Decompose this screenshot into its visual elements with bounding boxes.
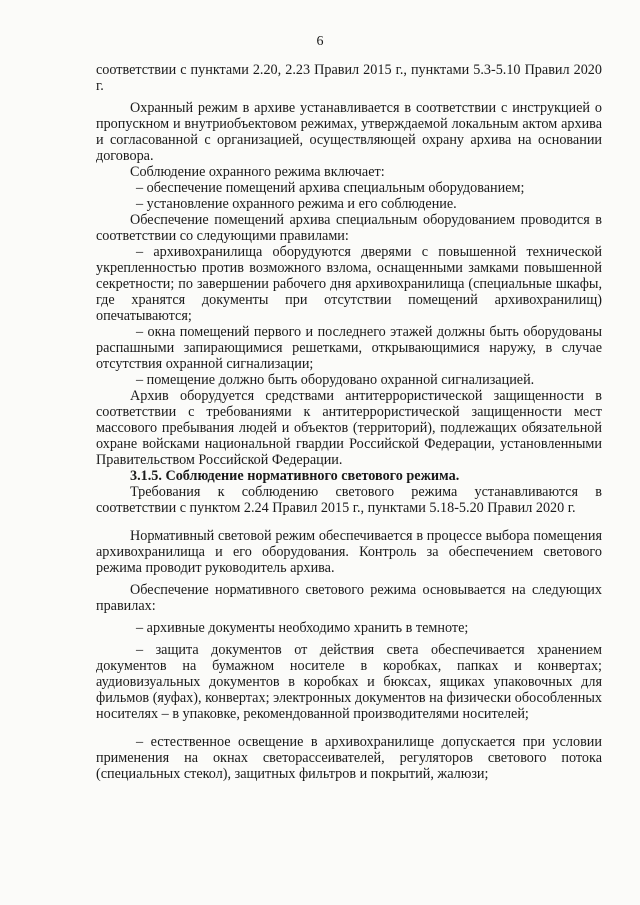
- list-item: – помещение должно быть оборудовано охранной сигнализацией.: [136, 372, 535, 388]
- document-body: [96, 62, 602, 782]
- list-item: – обеспечение помещений архива специальным оборудованием;: [136, 180, 525, 196]
- paragraph: Архив оборудуется средствами антитеррористической защищенности в соответствии с требованиями к антитеррористической защищенности мест массового пребывания людей и объектов (территорий), подлежащих обязательной охране войсками национальной гвардии Российской Федерации, установленными Правительством Российской Федерации.: [96, 388, 602, 468]
- paragraph: Требования к соблюдению светового режима устанавливаются в соответствии с пунктом 2.24 Правил 2015 г., пунктами 5.18-5.20 Правил 2020 г.: [96, 484, 602, 516]
- paragraph: Соблюдение охранного режима включает:: [130, 164, 385, 180]
- list-item: – архивохранилища оборудуются дверями с повышенной технической укрепленностью против возможного взлома, оснащенными замками повышенной секретности; по завершении рабочего дня архивохранилища (специальные шкафы, где хранятся документы при отсутствии помещений архивохранилищ) опечатываются;: [96, 244, 602, 324]
- section-heading: 3.1.5. Соблюдение нормативного светового режима.: [130, 468, 460, 484]
- paragraph: Обеспечение нормативного светового режима основывается на следующих правилах:: [96, 582, 602, 614]
- paragraph: Обеспечение помещений архива специальным оборудованием проводится в соответствии со следующими правилами:: [96, 212, 602, 244]
- list-item: – архивные документы необходимо хранить в темноте;: [136, 620, 469, 636]
- list-item: – установление охранного режима и его соблюдение.: [136, 196, 457, 212]
- paragraph: Охранный режим в архиве устанавливается в соответствии с инструкцией о пропускном и внутриобъектовом режимах, утверждаемой локальным актом архива и согласованной с организацией, осуществляющей охрану архива на основании договора.: [96, 100, 602, 164]
- paragraph: Нормативный световой режим обеспечивается в процессе выбора помещения архивохранилища и его оборудования. Контроль за обеспечением светового режима проводит руководитель архива.: [96, 528, 602, 576]
- list-item: – окна помещений первого и последнего этажей должны быть оборудованы распашными запирающимися решетками, открывающимися наружу, в случае отсутствия охранной сигнализации;: [96, 324, 602, 372]
- paragraph: соответствии с пунктами 2.20, 2.23 Правил 2015 г., пунктами 5.3-5.10 Правил 2020 г.: [96, 62, 602, 94]
- page-number: 6: [316, 34, 324, 49]
- list-item: – защита документов от действия света обеспечивается хранением документов на бумажном носителе в коробках, папках и конвертах; аудиовизуальных документов в коробках и бюксах, ящиках упаковочных для фильмов (яуфах), конвертах; электронных документов на физически обособленных носителях – в упаковке, рекомендованной производителями носителей;: [96, 642, 602, 722]
- list-item: – естественное освещение в архивохранилище допускается при условии применения на окнах светорассеивателей, регуляторов светового потока (специальных стекол), защитных фильтров и покрытий, жалюзи;: [96, 734, 602, 782]
